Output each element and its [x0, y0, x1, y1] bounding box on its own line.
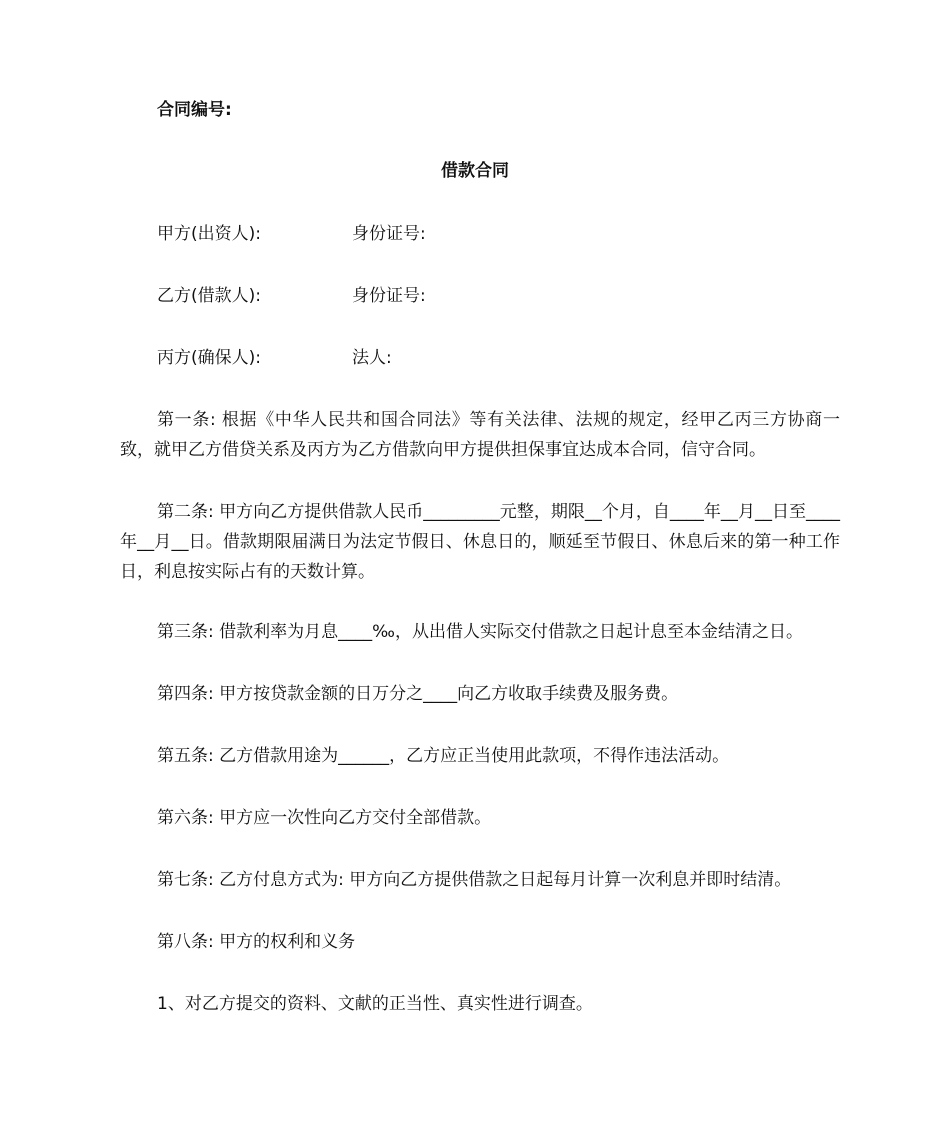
party-c-label: 丙方(确保人):	[157, 348, 261, 368]
party-a-row	[157, 222, 426, 246]
article-4: 第四条: 甲方按贷款金额的日万分之____向乙方收取手续费及服务费。	[157, 684, 679, 704]
party-b-row	[157, 284, 426, 308]
party-c-legal-rep-label: 法人:	[352, 348, 392, 368]
party-a-label: 甲方(出资人):	[157, 224, 261, 244]
article-3: 第三条: 借款利率为月息____‰，从出借人实际交付借款之日起计息至本金结清之日。	[157, 622, 803, 642]
article-2: 第二条: 甲方向乙方提供借款人民币_________元整，期限__个月，自____年__月__日至____年__月__日。借款期限届满日为法定节假日、休息日的，顺延至节假日、休息后来的第一种工作日，利息按实际占有的天数计算。	[120, 502, 840, 582]
article-8-heading: 第八条: 甲方的权利和义务	[157, 932, 356, 952]
contract-number-label: 合同编号:	[157, 100, 232, 120]
party-c-row	[157, 346, 392, 370]
party-a-id-label: 身份证号:	[352, 224, 426, 244]
article-1: 第一条: 根据《中华人民共和国合同法》等有关法律、法规的规定，经甲乙丙三方协商一致，就甲乙方借贷关系及丙方为乙方借款向甲方提供担保事宜达成本合同，信守合同。	[120, 410, 840, 460]
article-6: 第六条: 甲方应一次性向乙方交付全部借款。	[157, 808, 492, 828]
party-b-label: 乙方(借款人):	[157, 286, 261, 306]
article-8-item-1: 1、对乙方提交的资料、文献的正当性、真实性进行调查。	[157, 994, 593, 1014]
article-5: 第五条: 乙方借款用途为______，乙方应正当使用此款项，不得作违法活动。	[157, 746, 730, 766]
article-7: 第七条: 乙方付息方式为: 甲方向乙方提供借款之日起每月计算一次利息并即时结清。	[157, 870, 792, 890]
document-title: 借款合同	[441, 161, 509, 181]
party-b-id-label: 身份证号:	[352, 286, 426, 306]
